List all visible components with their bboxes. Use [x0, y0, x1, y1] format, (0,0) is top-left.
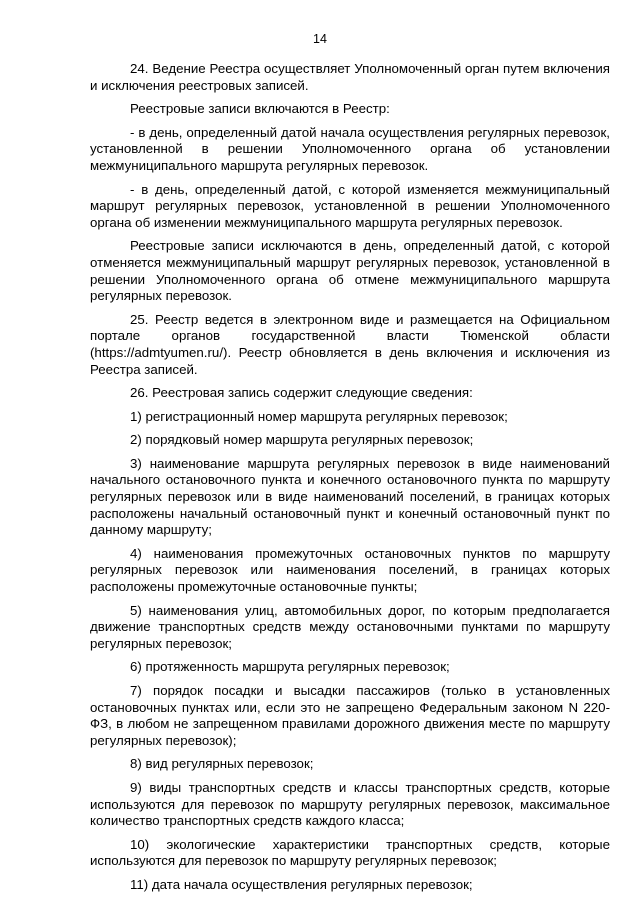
- item-4: 4) наименования промежуточных остановочных пунктов по маршруту регулярных перевозок или наименования поселений, в границах которых расположены промежуточные остановочные пункты;: [90, 545, 610, 595]
- paragraph-26: 26. Реестровая запись содержит следующие сведения:: [130, 385, 473, 401]
- item-1: 1) регистрационный номер маршрута регулярных перевозок;: [130, 408, 508, 424]
- item-6: 6) протяженность маршрута регулярных перевозок;: [130, 659, 450, 675]
- paragraph-registry-exclusion: Реестровые записи исключаются в день, определенный датой, с которой отменяется межмуниципальный маршрут регулярных перевозок, установленной в решении Уполномоченного органа об отмене межмуниципального маршрута регулярных перевозок.: [90, 238, 610, 304]
- item-9: 9) виды транспортных средств и классы транспортных средств, которые используются для перевозок по маршруту регулярных перевозок, максимальное количество транспортных средств каждого класса;: [90, 779, 610, 829]
- item-3: 3) наименование маршрута регулярных перевозок в виде наименований начального остановочного пункта и конечного остановочного пункта по маршруту регулярных перевозок или в виде наименований поселений, в границах которых расположены начальный остановочный пункт и конечный остановочный пункт по данному маршруту;: [90, 455, 610, 538]
- item-5: 5) наименования улиц, автомобильных дорог, по которым предполагается движение транспортных средств между остановочными пунктами по маршруту регулярных перевозок;: [90, 602, 610, 651]
- item-10: 10) экологические характеристики транспортных средств, которые используются для перевозок по маршруту регулярных перевозок;: [90, 836, 610, 869]
- paragraph-25: 25. Реестр ведется в электронном виде и размещается на Официальном портале органов государственной власти Тюменской области (https://admtyumen.ru/). Реестр обновляется в день включения и исключения из Реестра записей.: [90, 311, 610, 377]
- item-2: 2) порядковый номер маршрута регулярных перевозок;: [130, 432, 474, 448]
- document-body: [90, 61, 610, 901]
- item-11: 11) дата начала осуществления регулярных перевозок;: [130, 876, 473, 892]
- list-item-change-date: - в день, определенный датой, с которой изменяется межмуниципальный маршрут регулярных перевозок, установленной в решении Уполномоченного органа об изменении межмуниципального маршрута регулярных перевозок.: [90, 181, 610, 230]
- page-number: 14: [313, 32, 327, 46]
- item-8: 8) вид регулярных перевозок;: [130, 756, 314, 772]
- list-item-start-date: - в день, определенный датой начала осуществления регулярных перевозок, установленной в решении Уполномоченного органа об установлении межмуниципального маршрута регулярных перевозок.: [90, 124, 610, 173]
- paragraph-24: 24. Ведение Реестра осуществляет Уполномоченный орган путем включения и исключения реестровых записей.: [90, 61, 610, 93]
- paragraph-registry-inclusion: Реестровые записи включаются в Реестр:: [130, 101, 390, 117]
- item-7: 7) порядок посадки и высадки пассажиров (только в установленных остановочных пунктах или, если это не запрещено Федеральным законом N 220-ФЗ, в любом не запрещенном правилами дорожного движения месте по маршруту регулярных перевозок);: [90, 683, 610, 748]
